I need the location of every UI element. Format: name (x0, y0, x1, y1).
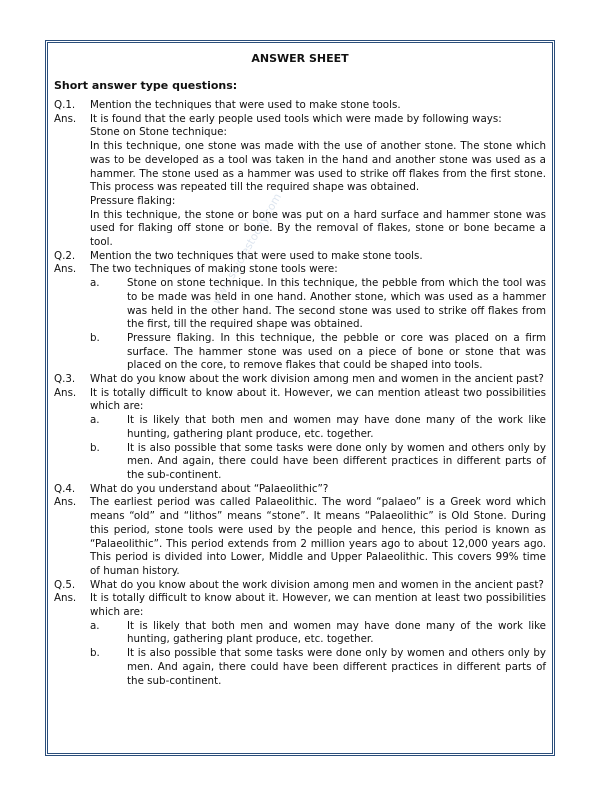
answer-paragraph: In this technique, one stone was made with the use of another stone. The stone which was to be developed as a tool was taken in the hand and another stone was used as a hammer. The stone used as a hammer was used to strike off flakes from the first stone. This process was repeated till the required shape was obtained. (90, 140, 546, 194)
question-label: Q.1. (54, 99, 76, 111)
watermark: www.studiestoday.com (210, 191, 285, 307)
section-heading: Short answer type questions: (54, 79, 238, 92)
sub-item-label: a. (90, 277, 100, 290)
sub-item-label: a. (90, 414, 100, 427)
answer-body (90, 592, 546, 688)
answer-sub-item (90, 332, 546, 373)
question-text: What do you know about the work division among men and women in the ancient past? (90, 578, 544, 591)
answer-label: Ans. (54, 263, 77, 276)
answer-5 (54, 592, 546, 688)
answer-2 (54, 263, 546, 373)
answer-3 (54, 387, 546, 483)
answer-4 (54, 496, 546, 578)
question-label: Q.4. (54, 482, 76, 495)
answer-intro: The earliest period was called Palaeolithic. The word “palaeo” is a Greek word which means “old” and “lithos” means “stone”. It means “Palaeolithic” is Old Stone. During this period, stone tools were used by the people and hence, this period is known as “Palaeolithic”. This period extends from 2 million years ago to about 12,000 years ago. This period is divided into Lower, Middle and Upper Palaeolithic. This covers 99% time of human history. (90, 496, 546, 577)
sub-item-text: Stone on stone technique. In this technique, the pebble from which the tool was to be made was held in one hand. Another stone, which was used as a hammer was held in the other hand. The second stone was used to strike off flakes from the first, till the required shape was obtained. (127, 277, 546, 331)
page-title: ANSWER SHEET (251, 52, 349, 65)
answer-subheading: Pressure flaking: (90, 194, 176, 207)
answer-label: Ans. (54, 496, 77, 509)
answer-body (90, 113, 546, 250)
answer-intro: It is totally difficult to know about it. However, we can mention at least two possibilities which are: (90, 592, 546, 619)
question-label: Q.3. (54, 373, 76, 386)
answer-sub-item (90, 414, 546, 441)
question-4 (54, 483, 546, 497)
answer-sub-item (90, 647, 546, 688)
question-text: Mention the techniques that were used to make stone tools. (90, 99, 401, 111)
answer-body (90, 496, 546, 578)
sub-item-text: It is likely that both men and women may have done many of the work like hunting, gathering plant produce, etc. together. (127, 414, 546, 440)
question-5 (54, 579, 546, 593)
answer-label: Ans. (54, 592, 77, 605)
answer-body (90, 263, 546, 373)
question-label: Q.5. (54, 578, 76, 591)
qa-list (54, 99, 546, 688)
sub-item-text: It is also possible that some tasks were done only by women and others only by men. And again, there could have been different practices in different parts of the sub-continent. (127, 647, 546, 687)
answer-paragraph: In this technique, the stone or bone was put on a hard surface and hammer stone was used for flaking off stone or bone. By the removal of flakes, stone or bone became a tool. (90, 208, 546, 249)
answer-label: Ans. (54, 386, 77, 399)
answer-subheading: Stone on Stone technique: (90, 126, 227, 139)
sub-item-text: It is also possible that some tasks were done only by women and others only by men. And again, there could have been different practices in different parts of the sub-continent. (127, 441, 546, 481)
question-text: What do you understand about “Palaeolithic”? (90, 482, 329, 495)
question-3 (54, 373, 546, 387)
answer-sub-item (90, 277, 546, 332)
answer-intro: It is found that the early people used tools which were made by following ways: (90, 112, 502, 125)
sub-item-text: Pressure flaking. In this technique, the pebble or core was placed on a firm surface. The hammer stone was used on a piece of bone or stone that was placed on the core, to remove flakes that could be shaped into tools. (127, 331, 546, 372)
answer-label: Ans. (54, 112, 77, 125)
question-2 (54, 250, 546, 264)
answer-intro: It is totally difficult to know about it. However, we can mention atleast two possibilities which are: (90, 386, 546, 413)
answer-sub-item (90, 620, 546, 647)
sub-item-label: b. (90, 647, 100, 660)
question-label: Q.2. (54, 249, 76, 262)
answer-sub-item (90, 442, 546, 483)
answer-1 (54, 113, 546, 250)
sub-item-text: It is likely that both men and women may have done many of the work like hunting, gathering plant produce, etc. together. (127, 619, 546, 646)
answer-body (90, 387, 546, 483)
sub-item-label: b. (90, 441, 100, 454)
question-1 (54, 99, 546, 113)
sub-item-label: a. (90, 619, 100, 632)
answer-intro: The two techniques of making stone tools were: (90, 263, 338, 276)
question-text: What do you know about the work division among men and women in the ancient past? (90, 373, 544, 386)
question-text: Mention the two techniques that were used to make stone tools. (90, 249, 423, 262)
sub-item-label: b. (90, 331, 100, 344)
